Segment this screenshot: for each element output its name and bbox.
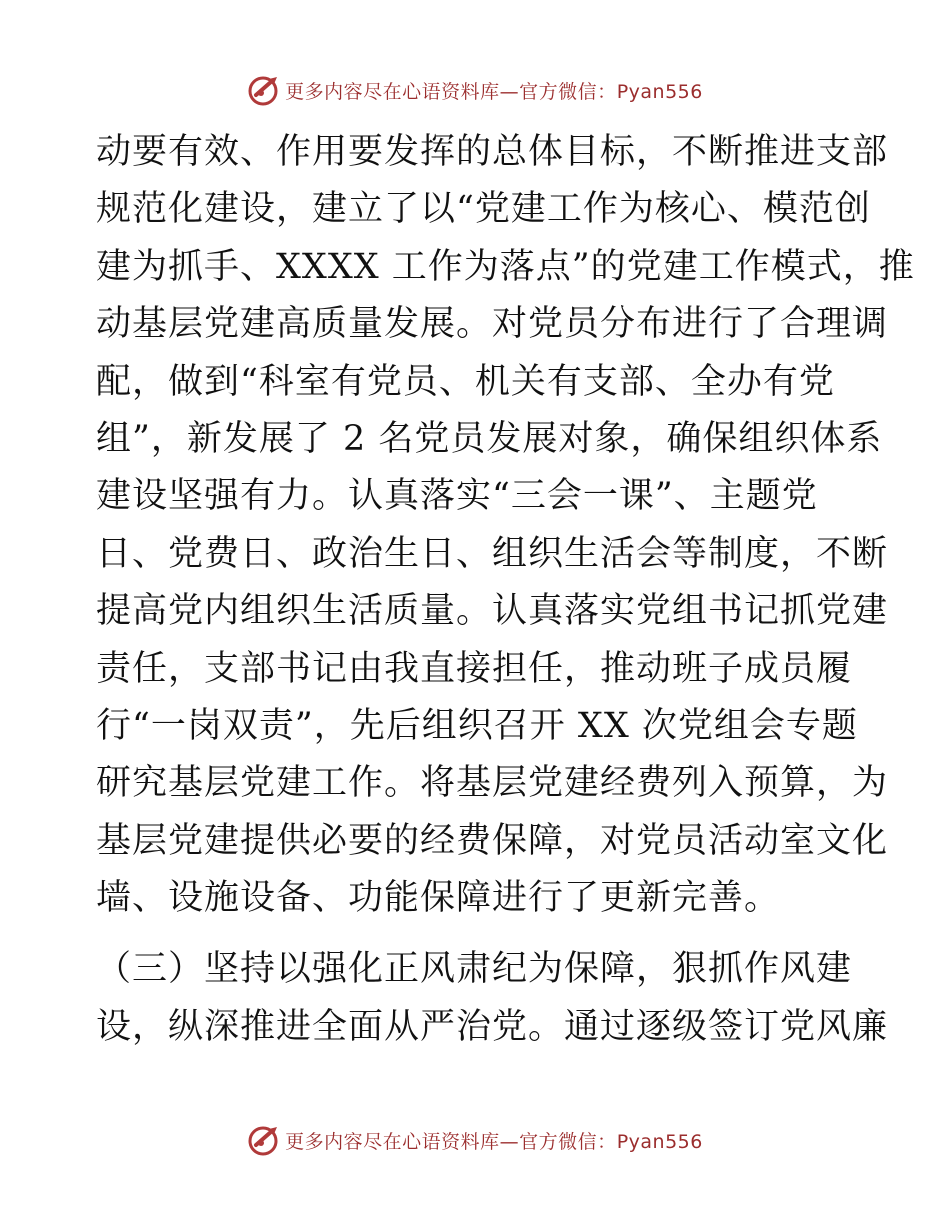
brand-logo-icon [247, 73, 281, 107]
text-line: 建为抓手、XXXX 工作为落点”的党建工作模式，推 [96, 246, 915, 287]
paragraph [96, 941, 889, 1056]
document-body [96, 124, 915, 1056]
text-line: 规范化建设，建立了以“党建工作为核心、模范创 [96, 189, 871, 230]
footer-watermark-text: 更多内容尽在心语资料库—官方微信：Pyan556 [285, 1130, 703, 1153]
text-line: 研究基层党建工作。将基层党建经费列入预算，为 [96, 763, 889, 804]
header-watermark [0, 70, 950, 110]
paragraph [96, 124, 915, 927]
text-line: 基层党建提供必要的经费保障，对党员活动室文化 [96, 820, 889, 861]
text-line: 动基层党建高质量发展。对党员分布进行了合理调 [96, 304, 889, 345]
text-line: 建设坚强有力。认真落实“三会一课”、主题党 [96, 476, 818, 517]
text-line: 设，纵深推进全面从严治党。通过逐级签订党风廉 [96, 1006, 889, 1047]
text-line: 墙、设施设备、功能保障进行了更新完善。 [96, 878, 781, 919]
footer-watermark [0, 1120, 950, 1160]
text-line: 配，做到“科室有党员、机关有支部、全办有党 [96, 361, 835, 402]
text-line: 组”，新发展了 2 名党员发展对象，确保组织体系 [96, 418, 883, 459]
header-watermark-text: 更多内容尽在心语资料库—官方微信：Pyan556 [285, 80, 703, 103]
brand-logo-icon [247, 1123, 281, 1157]
text-line: （三）坚持以强化正风肃纪为保障，狠抓作风建 [96, 949, 853, 990]
text-line: 行“一岗双责”，先后组织召开 XX 次党组会专题 [96, 705, 858, 746]
text-line: 提高党内组织生活质量。认真落实党组书记抓党建 [96, 591, 889, 632]
text-line: 责任，支部书记由我直接担任，推动班子成员履 [96, 648, 853, 689]
text-line: 日、党费日、政治生日、组织生活会等制度，不断 [96, 533, 889, 574]
text-line: 动要有效、作用要发挥的总体目标，不断推进支部 [96, 132, 889, 172]
